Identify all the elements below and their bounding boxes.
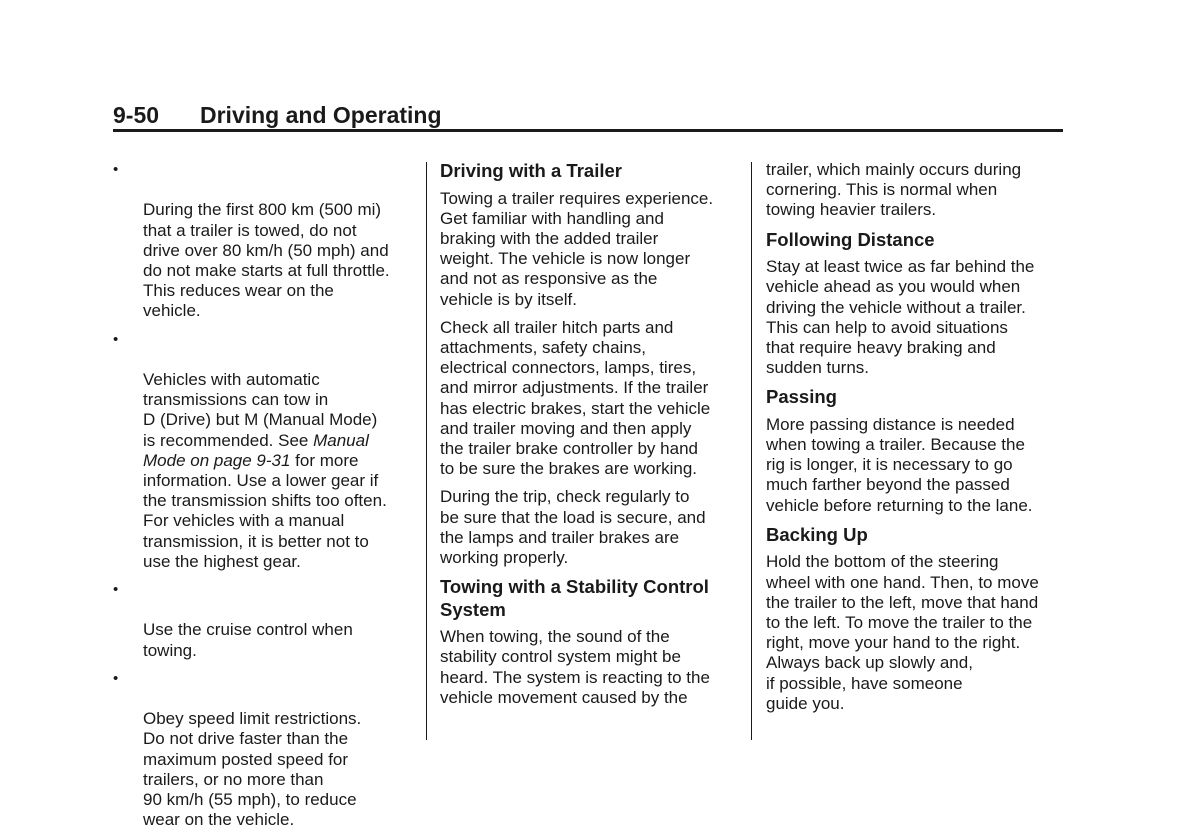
heading-driving-with-trailer: Driving with a Trailer [440, 160, 622, 181]
heading-following-distance: Following Distance [766, 228, 935, 250]
column-right [766, 160, 1066, 722]
column-divider [426, 162, 427, 740]
heading-stability-control: Towing with a Stability Control System [440, 576, 709, 620]
paragraph: Hold the bottom of the steering wheel with one hand. Then, to move the trailer to the left, move that hand to the left. To move the trailer to the right, move your hand to the right. Always back up slowly and, if possible, have someone guide you. [766, 552, 1039, 713]
bullet-icon: • [113, 669, 119, 687]
bullet-icon: • [113, 581, 119, 599]
list-item [113, 669, 413, 831]
paragraph-continued: trailer, which mainly occurs during cornering. This is normal when towing heavier trailers. [766, 160, 1022, 220]
paragraph: When towing, the sound of the stability control system might be heard. The system is reacting to the vehicle movement caused by the [440, 627, 710, 707]
bullet-list [113, 160, 413, 831]
bullet-icon: • [113, 161, 119, 178]
paragraph: Towing a trailer requires experience. Get familiar with handling and braking with the added trailer weight. The vehicle is now longer and not as responsive as the vehicle is by itself. [440, 188, 714, 309]
header-rule [113, 129, 1063, 132]
paragraph: Check all trailer hitch parts and attachments, safety chains, electrical connectors, lamps, tires, and mirror adjustments. If the trailer has electric brakes, start the vehicle and trailer moving and then apply the trailer brake controller by hand to be sure the brakes are working. [440, 317, 711, 479]
column-middle [440, 160, 740, 716]
paragraph: More passing distance is needed when towing a trailer. Because the rig is longer, it is necessary to go much farther beyond the passed vehicle before returning to the lane. [766, 414, 1033, 515]
heading-backing-up: Backing Up [766, 523, 868, 545]
list-item-text: Use the cruise control when towing. [143, 620, 353, 660]
list-item [113, 580, 413, 661]
bullet-icon: • [113, 330, 119, 348]
list-item-text: for more information. Use a lower gear if the transmission shifts too often. For vehicles with a manual transmission, it is better not to use the highest gear. [143, 450, 387, 571]
paragraph: During the trip, check regularly to be sure that the load is secure, and the lamps and trailer brakes are working properly. [440, 487, 706, 567]
heading-passing: Passing [766, 386, 837, 408]
list-item-text: Vehicles with automatic transmissions can tow in D (Drive) but M (Manual Mode) is recommended. See [143, 370, 378, 450]
section-title: Driving and Operating [200, 102, 442, 128]
column-left [113, 160, 413, 839]
cross-reference-link[interactable]: Manual Mode on page 9‑31 [143, 430, 369, 470]
paragraph: Stay at least twice as far behind the vehicle ahead as you would when driving the vehicle without a trailer. This can help to avoid situations that require heavy braking and sudden turns. [766, 257, 1035, 378]
list-item [113, 330, 413, 572]
list-item-text: Obey speed limit restrictions. Do not drive faster than the maximum posted speed for trailers, or no more than 90 km/h (55 mph), to reduce wear on the vehicle. [143, 709, 362, 830]
list-item-text: During the first 800 km (500 mi) that a trailer is towed, do not drive over 80 km/h (50 mph) and do not make starts at full throttle. This reduces wear on the vehicle. [143, 200, 390, 321]
column-divider [751, 162, 752, 740]
page-number: 9-50 [113, 102, 160, 128]
list-item [113, 160, 413, 322]
